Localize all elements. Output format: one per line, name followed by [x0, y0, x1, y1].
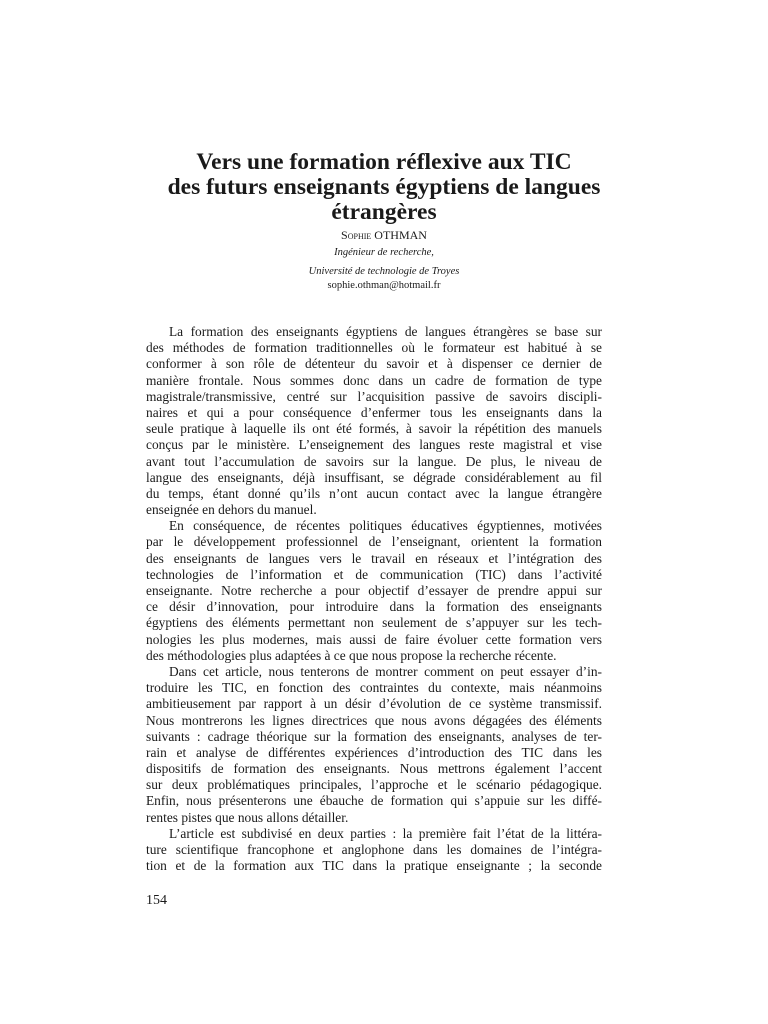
article-body [146, 324, 602, 874]
body-line: rentes pistes que nous allons détailler. [146, 809, 349, 825]
body-line: seule pratique à laquelle ils ont été formés, à savoir la répétition des manuels [146, 421, 602, 437]
body-line: tion et de la formation aux TIC dans la pratique enseignante ; la seconde [146, 858, 602, 874]
author-role: Ingénieur de recherche, [334, 247, 434, 258]
title-line-2: des futurs enseignants égyptiens de langues [167, 174, 601, 200]
body-line: naires et qui a pour conséquence d’enfermer tous les enseignants dans la [146, 404, 602, 420]
body-line: suivants : cadrage théorique sur la formation des enseignants, analyses de ter- [146, 728, 602, 744]
author-email: sophie.othman@hotmail.fr [327, 280, 441, 291]
body-line: troduire les TIC, en fonction des contraintes du contexte, mais néanmoins [146, 680, 602, 696]
body-line: La formation des enseignants égyptiens de langues étrangères se base sur [169, 324, 602, 339]
body-line: rain et analyse de différentes expériences d’introduction des TIC dans les [146, 744, 602, 760]
author-first-name: Sophie [341, 228, 372, 242]
title-line-3: étrangères [331, 199, 437, 225]
body-line: technologies de l’information et de communication (TIC) dans l’activité [146, 566, 602, 582]
body-line: Nous montrerons les lignes directrices que nous avons dégagées des éléments [146, 712, 602, 728]
body-line: du temps, étant donné qu’ils n’ont aucun contact avec la langue étrangère [146, 485, 602, 501]
author-affiliation [0, 243, 768, 281]
author-institution: Université de technologie de Troyes [308, 266, 460, 277]
body-line: Dans cet article, nous tenterons de montrer comment on peut essayer d’in- [169, 663, 602, 679]
body-line: magistrale/transmissive, centré sur l’acquisition passive de savoirs discipli- [146, 388, 602, 404]
body-line: L’article est subdivisé en deux parties : la première fait l’état de la littéra- [169, 825, 602, 841]
body-line: ture scientifique francophone et anglophone dans les domaines de l’intégra- [146, 842, 602, 857]
body-line: des méthodologies plus adaptées à ce que nous propose la recherche récente. [146, 647, 557, 663]
body-line: En conséquence, de récentes politiques éducatives égyptiennes, motivées [169, 518, 602, 534]
body-line: dispositifs de formation des enseignants. Nous mettrons également l’accent [146, 761, 602, 777]
author-name [0, 228, 768, 243]
body-line: ce désir d’innovation, pour introduire dans la formation des enseignants [146, 599, 602, 615]
body-line: avant tout l’accumulation de savoirs sur la langue. De plus, le niveau de [146, 453, 602, 469]
body-line: des méthodes de formation traditionnelles où le formateur est habitué à se [146, 340, 602, 356]
body-line: nologies les plus modernes, mais aussi de faire évoluer cette formation vers [146, 631, 602, 647]
body-line: égyptiens des éléments permettant non seulement de s’appuyer sur les tech- [146, 615, 602, 631]
body-line: enseignée en dehors du manuel. [146, 502, 317, 518]
article-title [0, 150, 768, 225]
author-last-name: OTHMAN [374, 228, 427, 242]
body-line: par le développement professionnel de l’enseignant, orientent la formation [146, 534, 602, 550]
body-line: sur deux problématiques principales, l’approche et le scénario pédagogique. [146, 777, 602, 793]
body-line: conformer à son rôle de détenteur du savoir et à dispenser ce dernier de [146, 356, 602, 372]
body-line: ambitieusement par rapport à un désir d’évolution de ce système transmissif. [146, 696, 602, 712]
title-line-1: Vers une formation réflexive aux TIC [196, 149, 572, 175]
body-line: manière frontale. Nous sommes donc dans un cadre de formation de type [146, 372, 602, 388]
body-line: langue des enseignants, déjà insuffisant, se dégrade considérablement au fil [146, 469, 602, 485]
body-line: conçus par le ministère. L’enseignement des langues reste magistral et vise [146, 437, 602, 453]
body-line: Enfin, nous présenterons une ébauche de formation qui s’appuie sur les diffé- [146, 793, 602, 809]
body-line: enseignante. Notre recherche a pour objectif d’essayer de prendre appui sur [146, 583, 602, 598]
page-number: 154 [146, 893, 167, 908]
body-line: des enseignants de langues vers le travail en réseaux et l’intégration des [146, 550, 602, 566]
